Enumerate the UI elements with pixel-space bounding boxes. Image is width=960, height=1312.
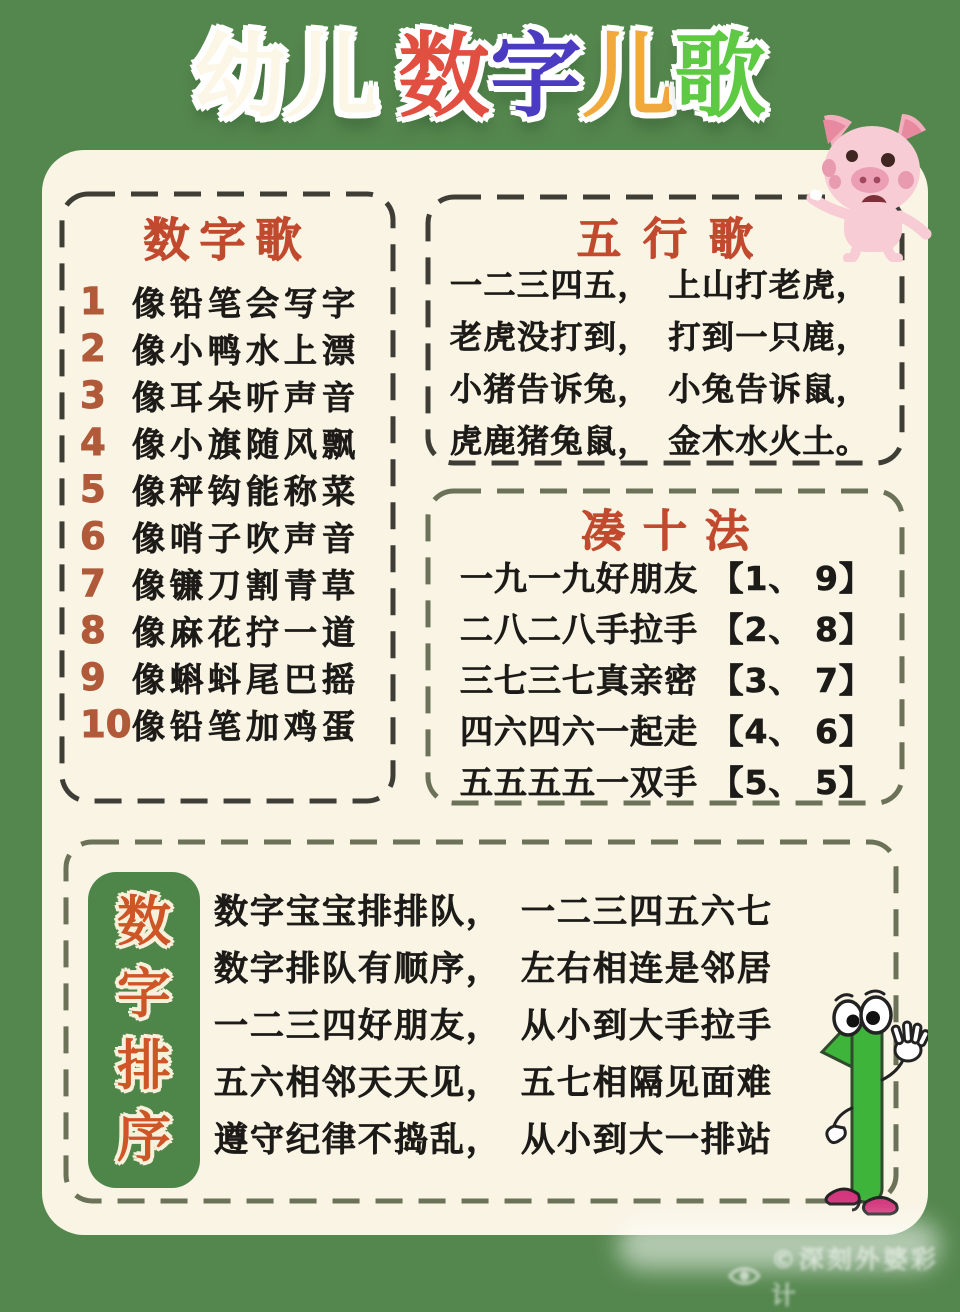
list-item: [80, 466, 387, 513]
item-number: 9: [80, 656, 106, 699]
text-line: 五五五五一双手 【5、 5】: [460, 763, 873, 802]
text-line: 一二三四好朋友， 从小到大手拉手: [214, 1006, 773, 1046]
list-item: [80, 560, 387, 607]
item-text: 像小旗随风飘: [132, 425, 360, 464]
list-item: [80, 278, 387, 325]
item-text: 像秤钩能称菜: [132, 472, 360, 511]
item-text: 像哨子吹声音: [132, 519, 360, 558]
list-item: [80, 513, 387, 560]
panel-five-elements-title: 五行歌: [577, 214, 775, 265]
title-char: 排: [117, 1034, 171, 1097]
list-item: [80, 654, 387, 701]
list-item: [80, 607, 387, 654]
item-number: 6: [80, 515, 106, 558]
item-number: 8: [80, 609, 106, 652]
number-ordering-label-box: [88, 872, 200, 1188]
title-char: 字: [490, 23, 583, 130]
panel-number-song: [58, 190, 397, 805]
panel-make-ten-title: 凑十法: [581, 506, 767, 557]
list-item: [80, 372, 387, 419]
make-ten-lines: [460, 553, 898, 808]
text-line: 虎鹿猪兔鼠， 金木水火土。: [450, 422, 870, 460]
number-one-cartoon-icon: [810, 988, 928, 1220]
text-line: 数字宝宝排排队， 一二三四五六七: [214, 892, 773, 932]
item-text: 像小鸭水上漂: [132, 331, 360, 370]
text-line: 遵守纪律不捣乱， 从小到大一排站: [214, 1120, 773, 1160]
title-char: 幼: [193, 23, 286, 130]
item-text: 像铅笔加鸡蛋: [132, 707, 360, 746]
item-text: 像铅笔会写字: [132, 284, 360, 323]
weibo-eye-icon: [728, 1263, 761, 1289]
item-text: 像镰刀割青草: [132, 566, 360, 605]
panel-number-song-title: 数字歌: [143, 213, 312, 267]
item-number: 3: [80, 374, 106, 417]
title-char: 儿: [285, 23, 378, 130]
watermark-text: ©深刻外婆彩计: [770, 1245, 939, 1310]
text-line: 数字排队有顺序， 左右相连是邻居: [214, 949, 773, 989]
item-number: 5: [80, 468, 106, 511]
text-line: 一二三四五， 上山打老虎，: [450, 266, 870, 304]
title-char: 序: [117, 1106, 171, 1169]
item-text: 像蝌蚪尾巴摇: [132, 660, 360, 699]
text-line: 二八二八手拉手 【2、 8】: [460, 610, 873, 649]
list-item: [80, 419, 387, 466]
pig-cartoon-icon: [804, 110, 952, 262]
panel-number-ordering: [62, 838, 900, 1205]
five-elements-lines: [450, 259, 898, 467]
item-text: 像耳朵听声音: [132, 378, 360, 417]
title-char: 数: [117, 890, 171, 953]
list-item: [80, 325, 387, 372]
item-number: 7: [80, 562, 106, 605]
title-char: 字: [117, 962, 171, 1025]
text-line: 五六相邻天天见， 五七相隔见面难: [214, 1063, 773, 1103]
title-char: 歌: [674, 23, 767, 130]
text-line: 三七三七真亲密 【3、 7】: [460, 661, 873, 700]
item-number: 10: [80, 703, 132, 746]
item-number: 2: [80, 327, 106, 370]
number-song-list: [80, 278, 387, 748]
text-line: 一九一九好朋友 【1、 9】: [460, 559, 873, 598]
watermark: [728, 1240, 960, 1312]
item-text: 像麻花拧一道: [132, 613, 360, 652]
title-char: 数: [397, 23, 490, 130]
text-line: 小猪告诉兔， 小兔告诉鼠，: [450, 370, 870, 408]
panel-make-ten-method: [424, 487, 906, 807]
item-number: 4: [80, 421, 106, 464]
list-item: [80, 701, 387, 748]
number-ordering-lines: [214, 884, 894, 1169]
item-number: 1: [80, 280, 106, 323]
text-line: 四六四六一起走 【4、 6】: [460, 712, 873, 751]
text-line: 老虎没打到， 打到一只鹿，: [450, 318, 870, 356]
title-char: 儿: [582, 23, 675, 130]
content-card: [42, 150, 928, 1235]
